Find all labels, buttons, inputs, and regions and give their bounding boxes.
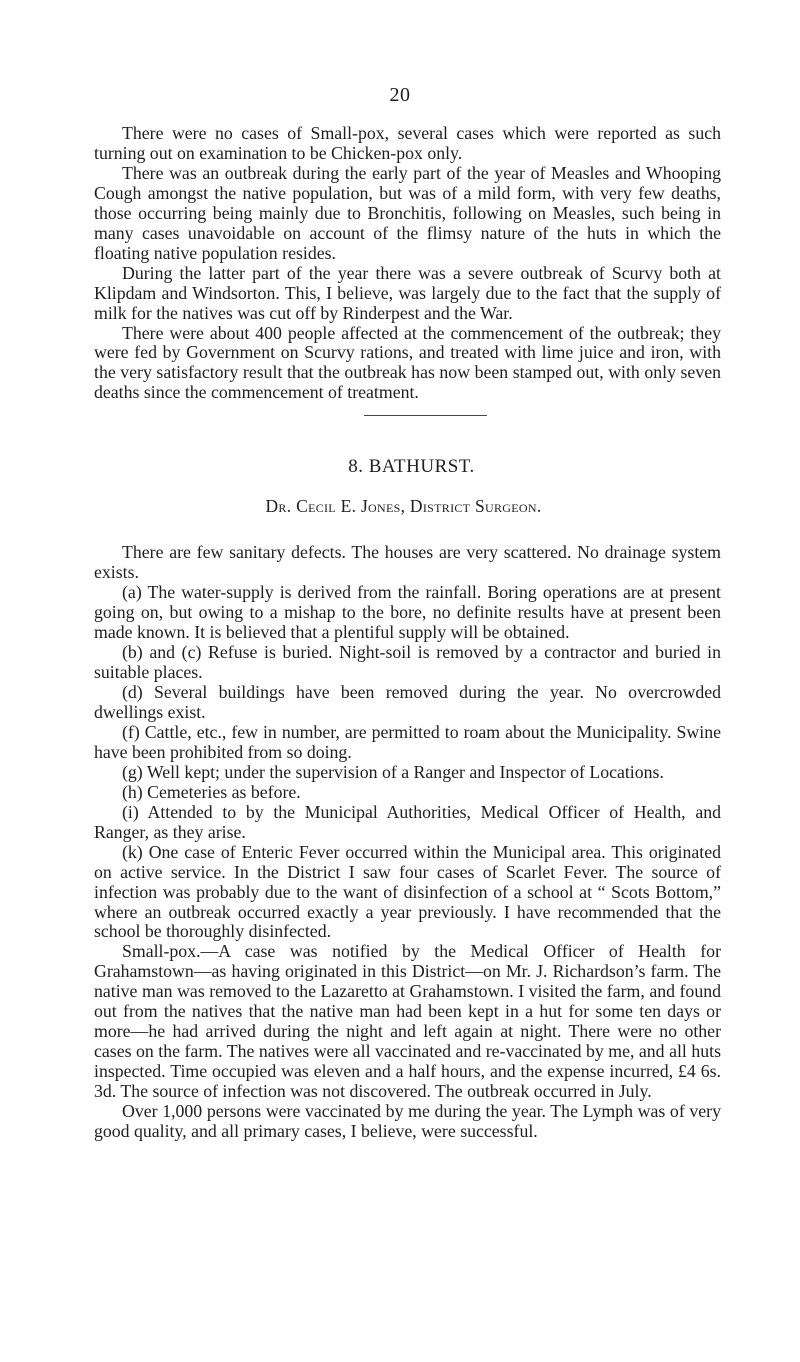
section-heading: 8. BATHURST.	[348, 456, 475, 478]
surgeon-line	[90, 496, 717, 517]
surgeon-name: Cecil E. Jones, District Surgeon.	[296, 496, 542, 517]
section-paragraph: (h) Cemeteries as before.	[122, 781, 301, 802]
section-paragraph: (g) Well kept; under the supervision of a Ranger and Inspector of Locations.	[122, 761, 664, 782]
page-number: 20	[389, 84, 411, 106]
intro-paragraph: There were about 400 people affected at the commencement of the outbreak; they were fed by Government on Scurvy rations, and treated with lime juice and iron, with the very satisfactory result that the outbreak has now been stamped out, with only seven deaths since the commencement of treatment.	[94, 322, 721, 403]
section-paragraph: (b) and (c) Refuse is buried. Night-soil is removed by a contractor and buried in suitable places.	[94, 642, 721, 683]
section-paragraph: (f) Cattle, etc., few in number, are permitted to roam about the Municipality. Swine have been prohibited from so doing.	[94, 721, 721, 762]
intro-paragraph: There was an outbreak during the early part of the year of Measles and Whooping Cough amongst the native population, but was of a mild form, with very few deaths, those occurring being mainly due to Bronchitis, following on Measles, such being in many cases unavoidable on account of the flimsy nature of the huts in which the floating native population resides.	[94, 162, 721, 263]
section-paragraph: There are few sanitary defects. The houses are very scattered. No drainage system exists.	[94, 542, 721, 583]
spacer	[94, 517, 721, 543]
section-paragraph: (a) The water-supply is derived from the rainfall. Boring operations are at present going on, but owing to a mishap to the bore, no definite results have at present been made known. It is believed that a plentiful supply will be obtained.	[94, 582, 721, 643]
section-paragraph: (k) One case of Enteric Fever occurred within the Municipal area. This originated on active service. In the District I saw four cases of Scarlet Fever. The source of infection was probably due to the want of disinfection of a school at “ Scots Bottom,” where an outbreak occurred exactly a year previously. I have recommended that the school be thoroughly disinfected.	[94, 841, 721, 942]
section-paragraph: Over 1,000 persons were vaccinated by me during the year. The Lymph was of very good quality, and all primary cases, I believe, were successful.	[94, 1101, 721, 1141]
text-column	[94, 124, 721, 1142]
section-divider	[364, 415, 487, 416]
section-paragraph: (d) Several buildings have been removed during the year. No overcrowded dwellings exist.	[94, 682, 721, 722]
section-paragraph: (i) Attended to by the Municipal Authorities, Medical Officer of Health, and Ranger, as they arise.	[94, 801, 721, 842]
intro-paragraph: There were no cases of Small-pox, several cases which were reported as such turning out on examination to be Chicken-pox only.	[94, 123, 721, 163]
section-paragraph: Small-pox.—A case was notified by the Medical Officer of Health for Grahamstown—as having originated in this District—on Mr. J. Richardson’s farm. The native man was removed to the Lazaretto at Grahamstown. I visited the farm, and found out from the natives that the native man had been kept in a hut for some ten days or more—he had arrived during the night and left again at night. There were no other cases on the farm. The natives were all vaccinated and re-vaccinated by me, and all huts inspected. Time occupied was eleven and a half hours, and the expense incurred, £4 6s. 3d. The source of infection was not discovered. The outbreak occurred in July.	[94, 941, 721, 1102]
intro-paragraph: During the latter part of the year there was a severe outbreak of Scurvy both at Klipdam and Windsorton. This, I believe, was largely due to the fact that the supply of milk for the natives was cut off by Rinderpest and the War.	[94, 262, 721, 323]
surgeon-title: Dr.	[265, 496, 292, 517]
